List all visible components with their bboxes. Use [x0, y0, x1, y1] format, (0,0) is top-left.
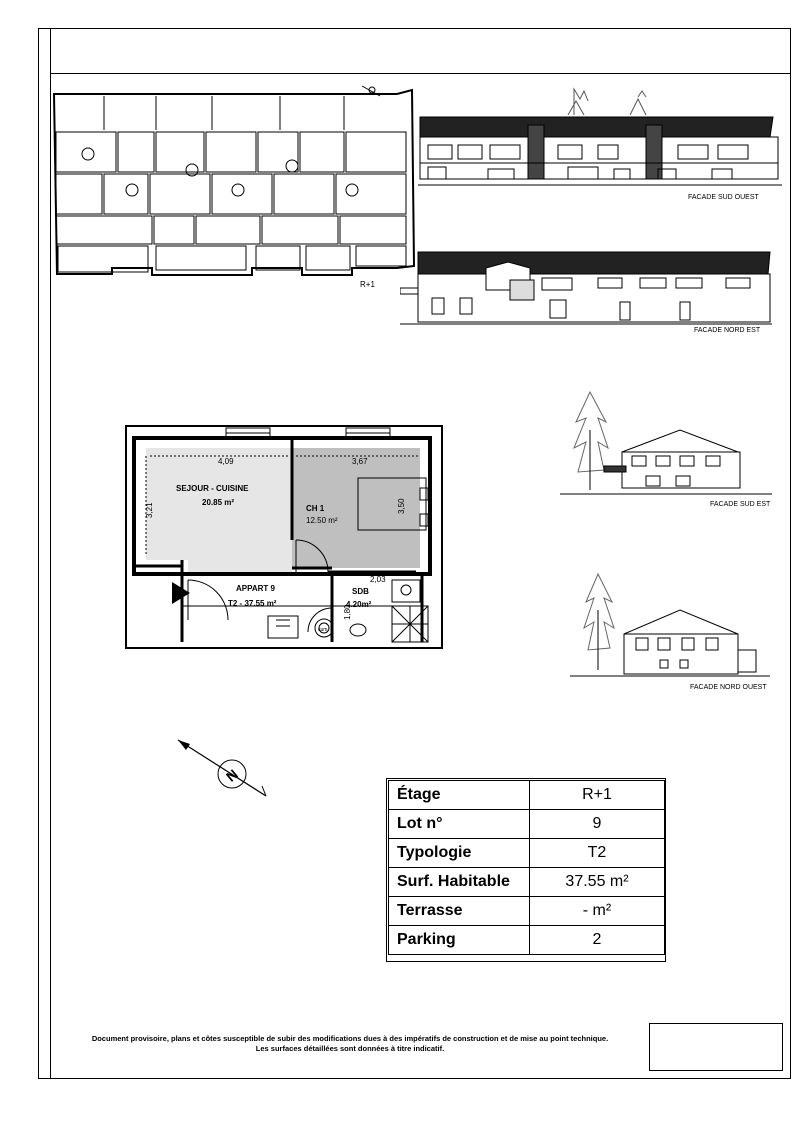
row-lot-key: Lot n° — [389, 810, 530, 839]
facade-south-west-drawing — [418, 85, 788, 205]
disclaimer — [50, 1034, 650, 1054]
level-floorplan — [52, 80, 417, 290]
lot-info-table — [388, 780, 665, 955]
facade-north-east-label: FACADE NORD EST — [694, 327, 761, 334]
row-lot-value: 9 — [530, 810, 665, 839]
dim-367: 3,67 — [352, 457, 368, 466]
north-arrow-icon — [170, 730, 280, 810]
facade-south-east-drawing — [560, 390, 775, 510]
room-sejour-area: 20.85 m² — [202, 498, 235, 507]
facade-north-west-label: FACADE NORD OUEST — [690, 684, 767, 691]
svg-text:N: N — [222, 765, 241, 785]
disclaimer-line-1: Document provisoire, plans et côtes susceptible de subir des modifications dues à des impératifs de construction et de mise au point technique. — [91, 1034, 609, 1043]
table-row — [389, 810, 665, 839]
room-sdb-label: SDB — [352, 587, 369, 596]
facade-north-west-drawing — [570, 570, 775, 695]
room-sdb-area: 4.20m² — [346, 600, 372, 609]
row-terrasse-value: - m² — [530, 897, 665, 926]
apartment-plan — [120, 420, 450, 660]
facade-south-west-label: FACADE SUD OUEST — [688, 194, 759, 201]
row-terrasse-key: Terrasse — [389, 897, 530, 926]
dim-321: 3,21 — [145, 502, 154, 518]
row-parking-value: 2 — [530, 926, 665, 955]
row-etage-key: Étage — [389, 781, 530, 810]
row-typologie-key: Typologie — [389, 839, 530, 868]
dim-180: 1,80 — [343, 604, 352, 620]
row-surface-value: 37.55 m² — [530, 868, 665, 897]
row-typologie-value: T2 — [530, 839, 665, 868]
level-label: R+1 — [360, 280, 375, 289]
appart-type: T2 - 37.55 m² — [228, 599, 277, 608]
table-row — [389, 839, 665, 868]
row-etage-value: R+1 — [530, 781, 665, 810]
top-rule — [50, 73, 791, 74]
stamp-box — [649, 1023, 783, 1071]
appart-label: APPART 9 — [236, 584, 275, 593]
dim-350: 3,50 — [397, 498, 406, 514]
facade-south-east-label: FACADE SUD EST — [710, 501, 771, 508]
dim-409: 4,09 — [218, 457, 234, 466]
dim-203: 2,03 — [370, 575, 386, 584]
row-parking-key: Parking — [389, 926, 530, 955]
table-row — [389, 868, 665, 897]
room-sejour-label: SEJOUR - CUISINE — [176, 484, 249, 493]
sejour-area — [146, 448, 292, 576]
row-surface-key: Surf. Habitable — [389, 868, 530, 897]
room-ch1-area: 12.50 m² — [306, 516, 338, 525]
disclaimer-line-2: Les surfaces détaillées sont données à titre indicatif. — [255, 1044, 445, 1053]
table-row — [389, 897, 665, 926]
fixture-label: cum — [318, 627, 328, 633]
table-row — [389, 926, 665, 955]
room-ch1-label: CH 1 — [306, 504, 325, 513]
table-row — [389, 781, 665, 810]
facade-north-east-drawing — [400, 248, 775, 338]
frame-inner-line — [50, 28, 51, 1079]
